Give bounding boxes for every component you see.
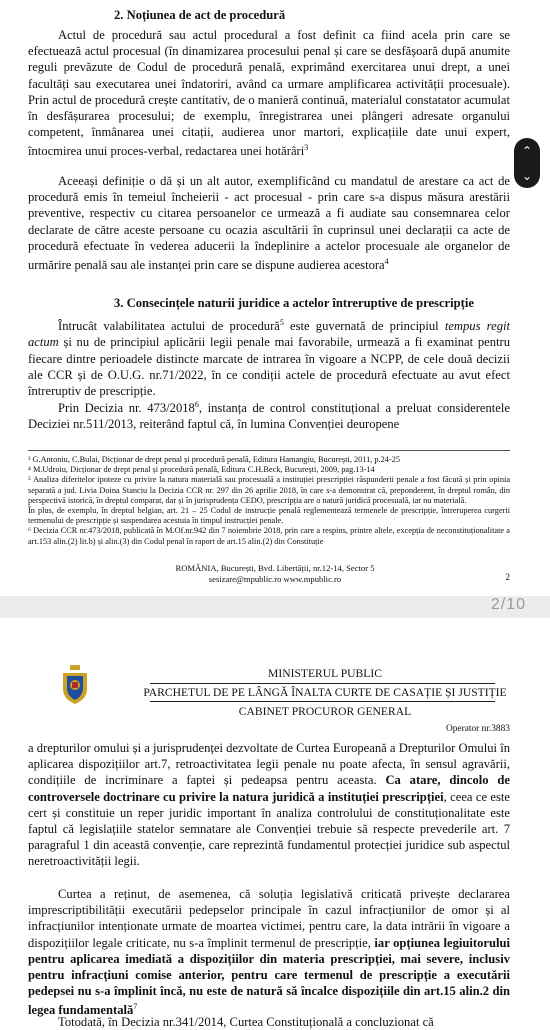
footnote-ref: 6 bbox=[194, 400, 199, 409]
footnote-ref: 7 bbox=[133, 1002, 138, 1012]
page-footer bbox=[0, 563, 550, 585]
footnote-4: ⁴ M.Udroiu, Dicționar de drept penal și procedură penală, Editura C.H.Beck, București, 2009, pag.13-14 bbox=[28, 465, 375, 475]
paragraph-decision-341: Totodată, în Decizia nr.341/2014, Curtea Constituțională a concluzionat că bbox=[58, 1015, 434, 1029]
paragraph-validity: Întrucât valabilitatea actului de procedură$^5$ este guvernată de principiul tempus regit actum și nu de principiul aplicării legii penale mai favorabile, urmează a fi examinat pentru fiecare dintre perioadele distincte marcate de intrarea în vigoare a NCPP, de cele două decizii ale CCR și de O.U.G. nr.71/2022, în ce condiții actele de procedură efectuate au avut efect întreruptiv de prescripție. bbox=[28, 318, 510, 398]
header-rule bbox=[150, 701, 495, 702]
section-heading-3: 3. Consecințele naturii juridice a actelor întreruptive de prescripție bbox=[114, 296, 474, 310]
operator-number: Operator nr.3883 bbox=[445, 724, 510, 734]
footnote-divider bbox=[28, 450, 510, 451]
page-nav-widget[interactable] bbox=[514, 138, 540, 188]
chevron-up-icon[interactable]: ⌃ bbox=[521, 143, 533, 158]
footer-contact: sesizare@mpublic.ro www.mpublic.ro bbox=[208, 574, 342, 584]
page-indicator: 2/10 bbox=[490, 596, 526, 613]
footer-address: ROMÂNIA, București, Bvd. Libertății, nr.12-14, Sector 5 bbox=[175, 563, 375, 573]
footnote-ref: 5 bbox=[279, 318, 284, 327]
footnote-ref: 3 bbox=[304, 143, 309, 153]
page-number: 2 bbox=[505, 572, 510, 582]
footnote-6: ⁶ Decizia CCR nr.473/2018, publicată în M.Of.nr.942 din 7 noiembrie 2018, prin care a respins, printre altele, excepția de neconstituționalitate a art.153 alin.(2) lit.b) și alin.(3) din Codul penal în raport de art.15 alin.(2) din Constituție bbox=[28, 526, 510, 546]
paragraph-court-retained: Curtea a reținut, de asemenea, că soluția legislativă criticată privește declararea imprescriptibilității executării pedepselor principale în cazul infracțiunilor de omor și al infracțiunilor intenționate urmate de moartea victimei, pentru care, la data intrării în vigoare a dispozițiilor legale criticate, nu s-a împlinit termenul de prescripție, iar opțiunea legiuitorului pentru aplicarea imediată a dispozițiilor din materia prescripției, mai severe, inclusiv pentru infracțiuni comise anterior, pentru care termenul de prescripție a executării pedepsei nu s-a împlinit încă, nu este de natură să încalce dispozițiile din art.15 alin.2 din legea fundamentală$^7$ bbox=[28, 887, 510, 1018]
header-rule bbox=[150, 683, 495, 684]
header-ministry: MINISTERUL PUBLIC bbox=[268, 667, 382, 680]
section-heading-2: 2. Noțiunea de act de procedură bbox=[114, 8, 286, 22]
footnote-3: ³ G.Antoniu, C.Bulai, Dicționar de drept penal și procedură penală, Editura Hamangiu, București, 2011, p.24-25 bbox=[28, 455, 400, 464]
footnote-5-cont: În plus, de exemplu, în dreptul belgian, art. 21 – 25 Codul de instrucție penală reglementează termenele de prescripție, întreruperea curgerii termenului de prescripție și suspendarea acestuia în timpul instrucției penale. bbox=[28, 506, 510, 526]
chevron-down-icon[interactable]: ⌄ bbox=[521, 168, 533, 183]
paragraph-decision-473: Prin Decizia nr. 473/2018$^6$, instanța de control constituțional a preluat considerentele Deciziei nr.511/2013, reiterând faptul că, în lumina Convenției deuropene bbox=[28, 400, 510, 432]
footnotes bbox=[28, 455, 510, 547]
paragraph-act-definition: Actul de procedură sau actul procedural a fost definit ca fiind acela prin care se efectuează actul procesual (în dinamizarea procesului penal și care se desfășoară după anumite reguli prevăzute de Codul de procedură penală, exprimând exercitarea unui drept, a unei facultăți sau executarea unei îndatoriri, având ca urmare amplificarea activității procesuale). Prin actul de procedură crește cantitativ, de o manieră continuă, materialul constatator acumulat în desfășurarea procesului; de exemplu, înregistrarea unei plângeri adresate organului competent, înmânarea unei citații, audierea unor martori, explicațiile date unui expert, întocmirea unui proces-verbal, redactarea unei hotărâri$^3$ bbox=[28, 28, 510, 159]
page-gap bbox=[0, 596, 550, 618]
romania-coat-of-arms-icon bbox=[60, 665, 90, 705]
header-parchet: PARCHETUL DE PE LÂNGĂ ÎNALTA CURTE DE CASAȚIE ȘI JUSTIȚIE bbox=[143, 686, 507, 699]
header-cabinet: CABINET PROCUROR GENERAL bbox=[238, 705, 412, 718]
footnote-ref: 4 bbox=[384, 257, 389, 267]
paragraph-echr: a drepturilor omului și a jurisprudenței dezvoltate de Curtea Europeană a Drepturilor Omului în aplicarea dispozițiilor art.7, retroactivitatea legii penale nu poate afecta, în sensul agravării, condițiile de incriminare a faptei și pedeapsa pentru aceasta. Ca atare, dincolo de controversele doctrinare cu privire la natura juridică a instituției prescripției, ceea ce este cert și constituie un reper juridic important în analiza controlului de constituționalitate este faptul că legislațiile statelor semnatare ale Convenției trebuie să respecte prevederile art. 7 paragraful 1 din această convenție, care reprezintă fundamentul protecției juridice sub aspectul neretroactivității legii. bbox=[28, 741, 511, 869]
footnote-5: ⁵ Analiza diferitelor ipoteze cu privire la natura materială sau procesuală a instituției prescripției răspunderii penale a fost făcută și prin opinia separată a jud. Livia Doina Stanciu la Decizia CCR nr. 297 din 26 aprilie 2018, în care s-a demonstrat că, preponderent, în dreptul român, din perspectivă istorică, în dreptul comparat, dar și în jurisprudența CEDO, prescripția are o natură juridică procesuală, iar nu materială. bbox=[28, 475, 510, 505]
paragraph-second-definition: Aceeași definiție o dă și un alt autor, exemplificând cu mandatul de arestare ca act de procedură emis în temeiul încheierii - act procesual - prin care s-a dispus măsura arestării preventive, respectiv cu citarea persoanelor ce urmează a fi audiate sau consemnarea celor declarate de către aceste persoane cu ocazia ascultării în cuprinsul unei declarații ca acte de procedură efectuate în vederea aducerii la îndeplinire a actelor procesuale ale organelor de urmărire penală sau ale instanței prin care se dispune audierea acestora$^4$ bbox=[28, 174, 510, 273]
